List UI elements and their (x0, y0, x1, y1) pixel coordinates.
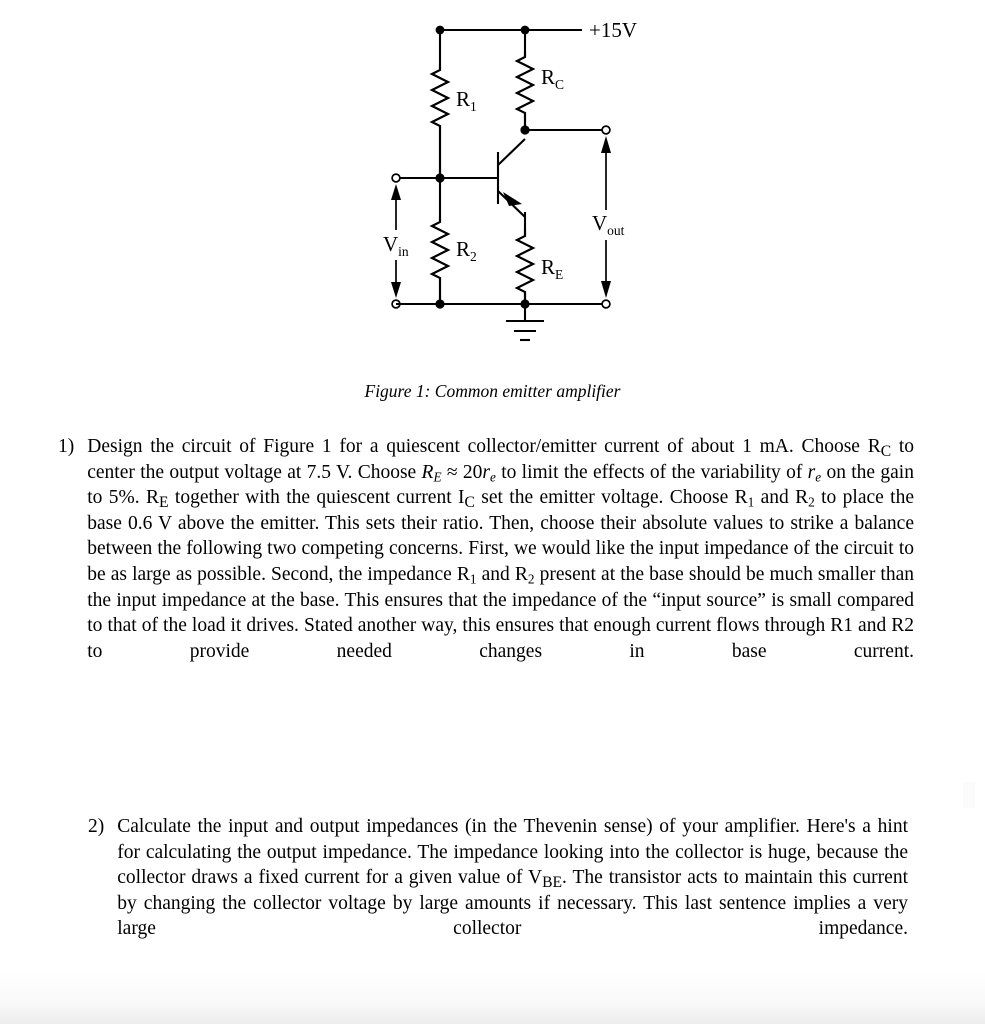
vout-arrow-up (601, 136, 611, 153)
node-dot-r2-bottom (435, 299, 444, 308)
bottom-rail (396, 299, 610, 308)
problem-1-text: Design the circuit of Figure 1 for a quiescent collector/emitter current of about 1 mA. Choose $R_C$ to center the output voltage at 7.5 V. Choose $R_E \approx 20r_e$ to limit the effects of the variability of $r_e$ on the gain to 5%. $R_E$ together with the quiescent current $I_C$ set the emitter voltage. Choose $R_1$ and $R_2$ to place the base 0.6 V above the emitter. This sets their ratio. Then, choose their absolute values to strike a balance between the following two competing concerns. First, we would like the input impedance of the circuit to be as large as possible. Second, the impedance $R_1$ and $R_2$ present at the base should be much smaller than the input impedance at the base. This ensures that the impedance of the “input source” is small compared to that of the load it drives. Stated another way, this ensures that enough current flows through R1 and R2 to provide needed changes in base current. (87, 436, 915, 662)
label-r2: $R_2$ (456, 237, 477, 264)
collector-output-wire (520, 125, 610, 134)
terminal-vout-bottom (602, 300, 610, 308)
problem-2-number: 2) (88, 816, 105, 837)
figure-1 (0, 0, 985, 401)
label-r1: $R_1$ (456, 87, 477, 114)
page-edge-mark (963, 782, 975, 808)
supply-label: +15V (589, 18, 638, 42)
vin-arrow-down (391, 282, 401, 298)
label-re: $R_E$ (541, 255, 564, 282)
label-vout: $V_{out}$ (592, 211, 625, 238)
problem-2 (88, 814, 908, 968)
vin-arrow-up (391, 184, 401, 200)
node-dot-collector (520, 125, 529, 134)
problem-2-text: Calculate the input and output impedances (in the Thevenin sense) of your amplifier. Here's a hint for calculating the output impedance. The impedance looking into the collector is huge, because the collector draws a fixed current for a given value of $V_{BE}$. The transistor acts to maintain this current by changing the collector voltage by large amounts if necessary. This last sentence implies a very large collector impedance. (117, 816, 908, 940)
supply-rail (436, 26, 582, 35)
vout-arrow-down (601, 281, 611, 298)
circuit-diagram (370, 8, 670, 363)
figure-caption: Figure 1: Common emitter amplifier (364, 381, 621, 401)
circuit-schematic-svg (370, 8, 670, 358)
problem-1 (58, 434, 914, 690)
terminal-vout-top (602, 126, 610, 134)
terminal-vin-top (392, 174, 400, 182)
problem-1-number: 1) (58, 436, 75, 457)
resistor-r2 (432, 178, 448, 304)
transistor-npn (440, 139, 525, 217)
resistor-r1 (432, 30, 448, 180)
viewport-bottom-fade (0, 968, 985, 1024)
resistor-rc (517, 30, 533, 130)
resistor-re (517, 212, 533, 304)
label-vin: $V_{in}$ (383, 232, 409, 259)
ground-icon (506, 304, 544, 340)
label-rc: $R_C$ (541, 65, 565, 92)
